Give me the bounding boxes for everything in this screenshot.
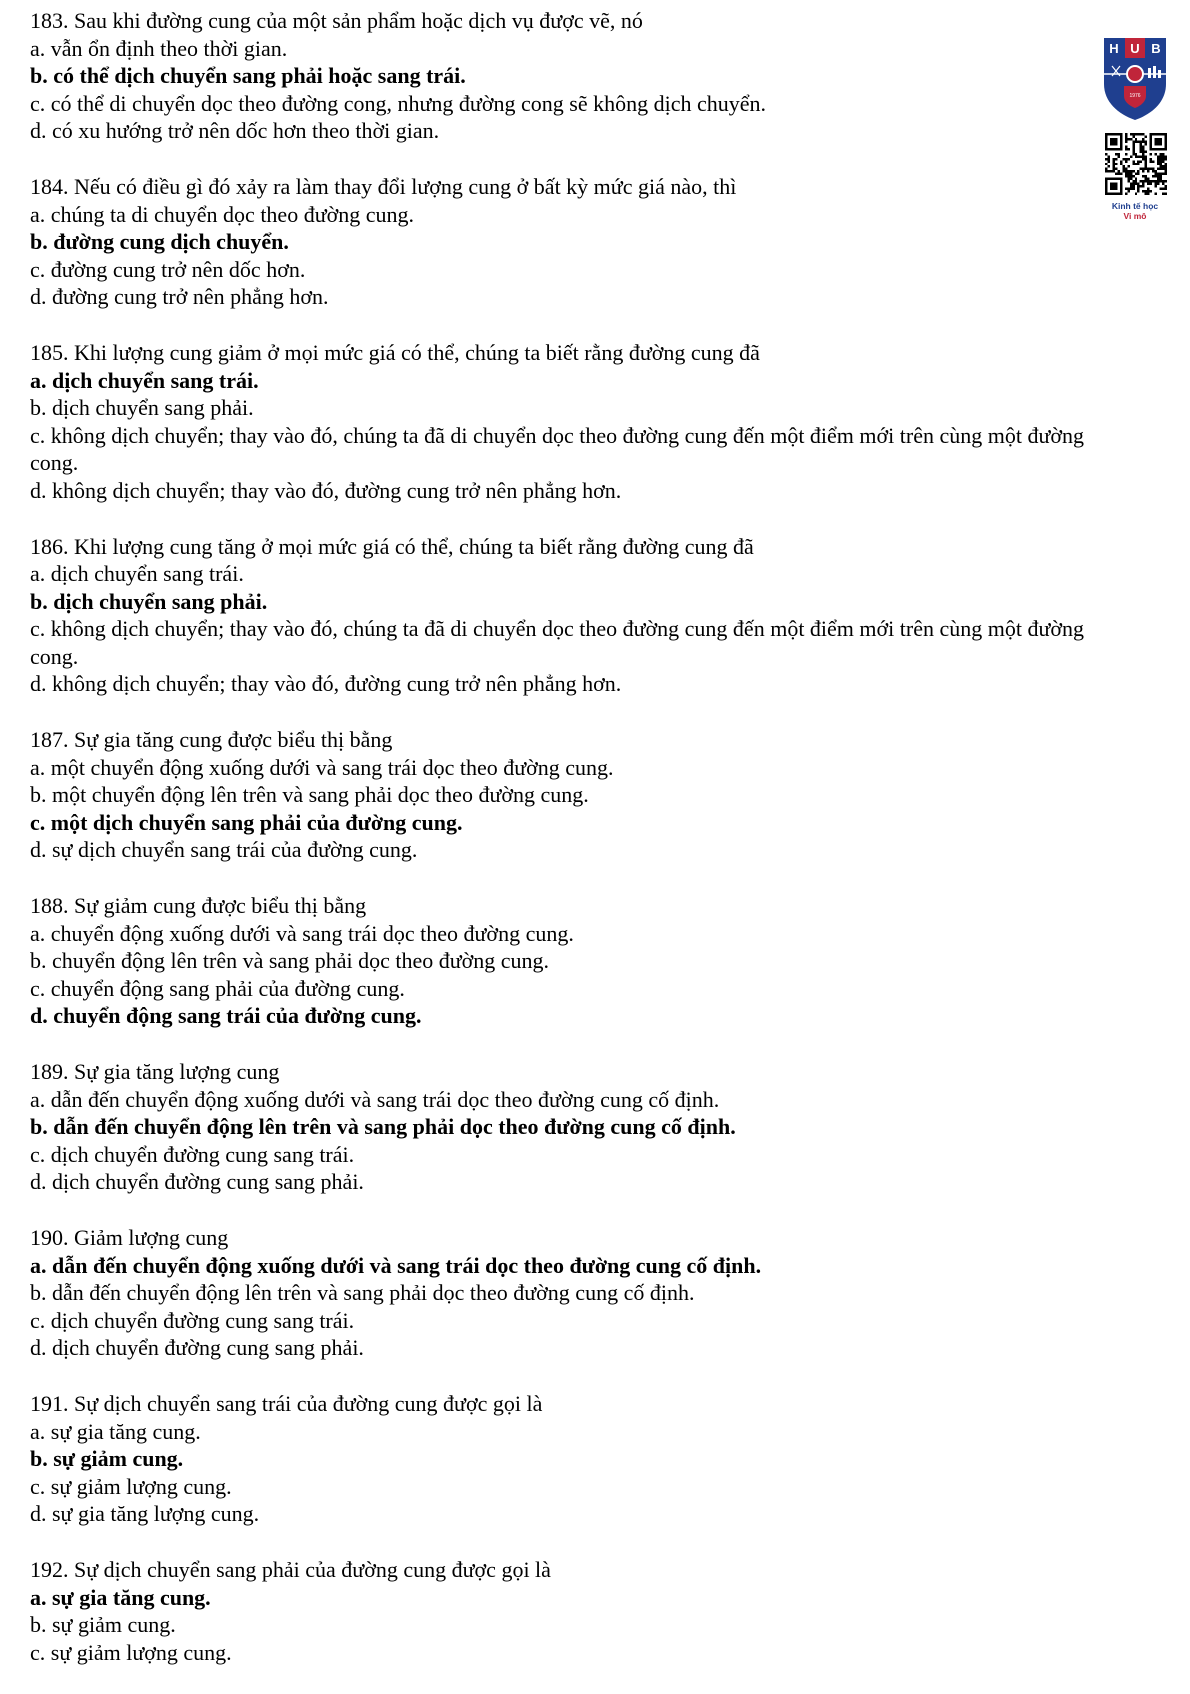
answer-option: d. có xu hướng trở nên dốc hơn theo thời gian.	[30, 118, 440, 144]
university-shield-logo	[1102, 36, 1168, 127]
answer-option: a. sự gia tăng cung.	[30, 1418, 201, 1444]
answer-option: c. dịch chuyển đường cung sang trái.	[30, 1141, 355, 1167]
question-stem: 185. Khi lượng cung giảm ở mọi mức giá có thể, chúng ta biết rằng đường cung đã	[30, 339, 760, 365]
question-list	[30, 7, 1120, 1694]
logo-year: 1976	[1129, 93, 1141, 99]
question-block	[30, 1224, 1120, 1362]
answer-option: a. chúng ta di chuyển dọc theo đường cung.	[30, 201, 415, 227]
question-stem: 186. Khi lượng cung tăng ở mọi mức giá có thể, chúng ta biết rằng đường cung đã	[30, 533, 754, 559]
question-block	[30, 1058, 1120, 1196]
answer-option: a. chuyển động xuống dưới và sang trái dọc theo đường cung.	[30, 920, 574, 946]
answer-option: c. có thể di chuyển dọc theo đường cong, nhưng đường cong sẽ không dịch chuyển.	[30, 90, 766, 116]
answer-option: d. sự dịch chuyển sang trái của đường cung.	[30, 837, 418, 863]
answer-option: d. dịch chuyển đường cung sang phải.	[30, 1335, 364, 1361]
correct-answer-option: a. sự gia tăng cung.	[30, 1584, 211, 1610]
answer-option: d. đường cung trở nên phẳng hơn.	[30, 284, 329, 310]
answer-option: d. không dịch chuyển; thay vào đó, đường cung trở nên phẳng hơn.	[30, 477, 622, 503]
shield-icon	[1102, 36, 1168, 122]
answer-option: c. không dịch chuyển; thay vào đó, chúng ta đã di chuyển dọc theo đường cung đến một điểm mới trên cùng một đường cong.	[30, 616, 1085, 669]
answer-option: c. đường cung trở nên dốc hơn.	[30, 256, 306, 282]
answer-option: a. một chuyển động xuống dưới và sang trái dọc theo đường cung.	[30, 754, 614, 780]
answer-option: a. dẫn đến chuyển động xuống dưới và sang trái dọc theo đường cung cố định.	[30, 1086, 720, 1112]
correct-answer-option: a. dịch chuyển sang trái.	[30, 367, 259, 393]
answer-option: b. một chuyển động lên trên và sang phải dọc theo đường cung.	[30, 782, 589, 808]
question-stem: 188. Sự giảm cung được biểu thị bằng	[30, 893, 367, 919]
answer-option: b. dẫn đến chuyển động lên trên và sang phải dọc theo đường cung cố định.	[30, 1280, 695, 1306]
answer-option: a. dịch chuyển sang trái.	[30, 561, 244, 587]
qr-caption	[1092, 201, 1178, 221]
answer-option: c. không dịch chuyển; thay vào đó, chúng ta đã di chuyển dọc theo đường cung đến một điểm mới trên cùng một đường cong.	[30, 422, 1085, 476]
question-stem: 190. Giảm lượng cung	[30, 1224, 229, 1250]
logo-letter-u: U	[1130, 41, 1140, 56]
question-block	[30, 892, 1120, 1030]
correct-answer-option: b. đường cung dịch chuyển.	[30, 229, 289, 255]
answer-option: a. vẫn ổn định theo thời gian.	[30, 35, 288, 61]
answer-option: b. dịch chuyển sang phải.	[30, 395, 254, 421]
question-stem: 187. Sự gia tăng cung được biểu thị bằng	[30, 727, 393, 753]
question-block	[30, 339, 1120, 505]
answer-option: c. sự giảm lượng cung.	[30, 1473, 232, 1499]
question-stem: 192. Sự dịch chuyển sang phải của đường cung được gọi là	[30, 1556, 551, 1582]
question-block	[30, 726, 1120, 864]
logo-letter-b: B	[1151, 41, 1161, 56]
answer-option: d. dịch chuyển đường cung sang phải.	[30, 1169, 364, 1195]
answer-option: d. không dịch chuyển; thay vào đó, đường cung trở nên phẳng hơn.	[30, 671, 622, 697]
question-stem: 184. Nếu có điều gì đó xảy ra làm thay đổi lượng cung ở bất kỳ mức giá nào, thì	[30, 173, 737, 199]
question-stem: 183. Sau khi đường cung của một sản phẩm hoặc dịch vụ được vẽ, nó	[30, 8, 643, 33]
qr-caption-line1: Kinh tế học	[1111, 201, 1159, 211]
correct-answer-option: a. dẫn đến chuyển động xuống dưới và sang trái dọc theo đường cung cố định.	[30, 1252, 762, 1278]
question-block	[30, 173, 1120, 311]
answer-option: d. sự gia tăng lượng cung.	[30, 1501, 260, 1527]
question-block	[30, 1390, 1120, 1528]
correct-answer-option: b. có thể dịch chuyển sang phải hoặc sang trái.	[30, 63, 466, 89]
logo-letter-h: H	[1109, 41, 1119, 56]
answer-option: b. chuyển động lên trên và sang phải dọc theo đường cung.	[30, 948, 550, 974]
question-block	[30, 7, 1120, 145]
correct-answer-option: d. chuyển động sang trái của đường cung.	[30, 1003, 422, 1029]
answer-option: c. chuyển động sang phải của đường cung.	[30, 975, 405, 1001]
question-block	[30, 533, 1120, 699]
answer-option: c. dịch chuyển đường cung sang trái.	[30, 1307, 355, 1333]
correct-answer-option: c. một dịch chuyển sang phải của đường cung.	[30, 809, 463, 835]
answer-option: b. sự giảm cung.	[30, 1612, 176, 1638]
qr-code	[1105, 133, 1167, 200]
correct-answer-option: b. dịch chuyển sang phải.	[30, 588, 268, 614]
question-stem: 189. Sự gia tăng lượng cung	[30, 1059, 280, 1084]
answer-option: c. sự giảm lượng cung.	[30, 1639, 232, 1665]
question-block	[30, 1556, 1120, 1666]
qr-code-icon	[1105, 133, 1167, 195]
correct-answer-option: b. sự giảm cung.	[30, 1446, 184, 1472]
correct-answer-option: b. dẫn đến chuyển động lên trên và sang phải dọc theo đường cung cố định.	[30, 1114, 736, 1140]
qr-caption-line2: Vi mô	[1123, 211, 1147, 221]
question-stem: 191. Sự dịch chuyển sang trái của đường cung được gọi là	[30, 1390, 543, 1416]
